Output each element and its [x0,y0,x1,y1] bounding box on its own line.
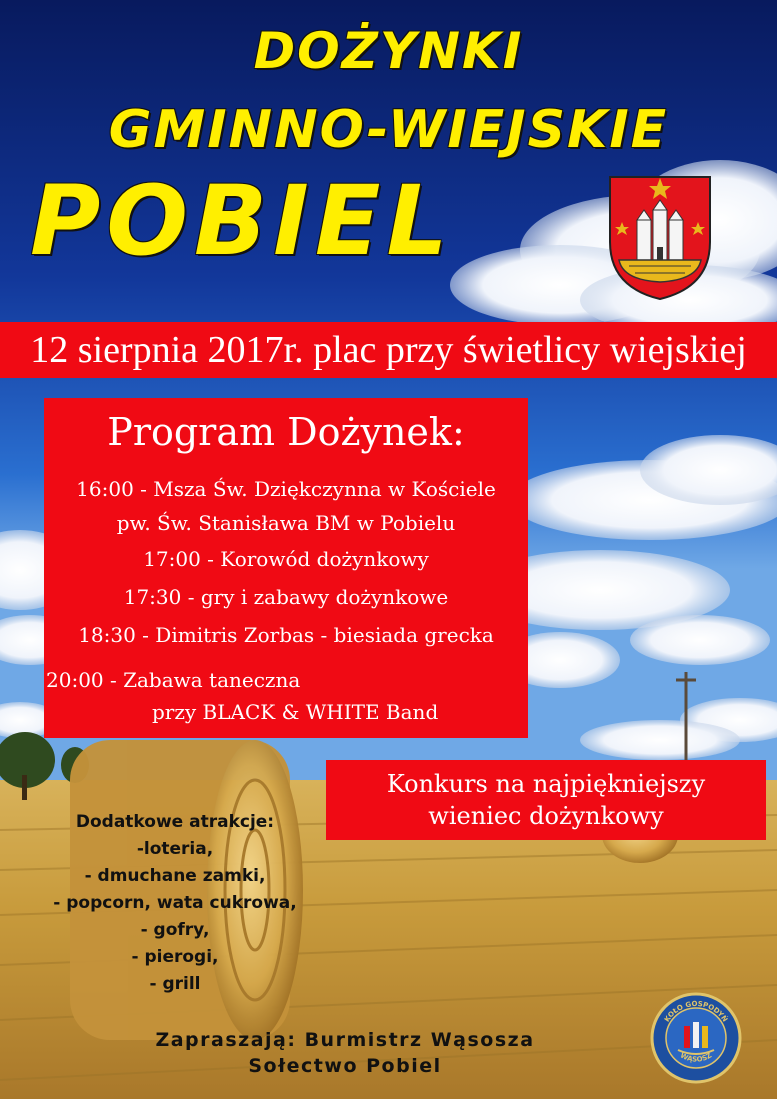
program-line: 17:00 - Korowód dożynkowy [143,547,429,571]
association-badge-icon [650,992,742,1084]
contest-line-1: Konkurs na najpiękniejszy [386,770,706,798]
program-line: przy BLACK & WHITE Band [152,700,439,724]
program-line: 20:00 - Zabawa taneczna [46,668,301,692]
extras-item: - dmuchane zamki, [84,866,266,886]
title-line-3: POBIEL [30,165,454,277]
program-line: 18:30 - Dimitris Zorbas - biesiada grecka [78,623,494,647]
title-line-1: DOŻYNKI [253,22,524,80]
badge-bottom-text: WĄSOSZ [678,1051,714,1064]
extras-item: - gofry, [140,920,210,940]
date-text: 12 sierpnia 2017r. plac przy świetlicy wiejskiej [30,329,747,371]
extras-item: - grill [149,974,201,994]
contest-line-2: wieniec dożynkowy [428,802,664,830]
program-line: 16:00 - Msza Św. Dziękczynna w Kościele [76,477,496,501]
badge-top-text: KOŁO GOSPODYŃ [662,999,729,1024]
title-line-2: GMINNO-WIEJSKIE [108,100,669,160]
coat-of-arms-icon [605,172,715,302]
extras-heading: Dodatkowe atrakcje: [75,812,275,832]
extras-item: - popcorn, wata cukrowa, [53,893,297,913]
program-line: 17:30 - gry i zabawy dożynkowe [123,585,449,609]
program-line: pw. Św. Stanisława BM w Pobielu [116,511,456,535]
extras-item: - pierogi, [131,947,219,967]
program-heading: Program Dożynek: [107,410,465,454]
footer-line-2: Sołectwo Pobiel [248,1055,442,1077]
footer-line-1: Zapraszają: Burmistrz Wąsosza [155,1029,535,1051]
extras-item: -loteria, [136,839,214,859]
